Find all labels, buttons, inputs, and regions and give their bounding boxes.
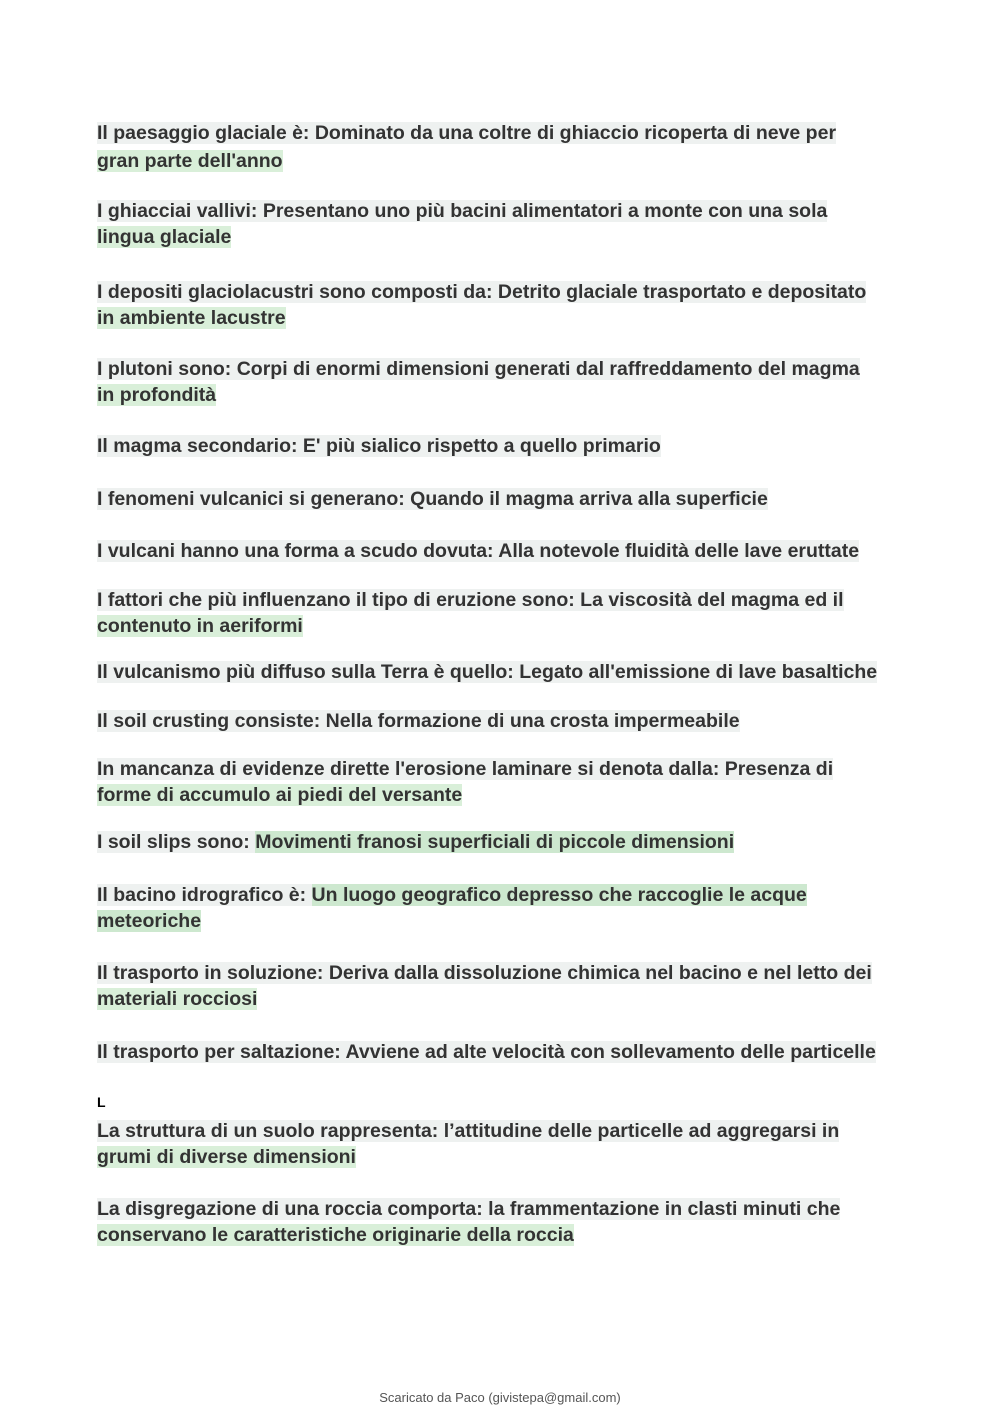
item-text: Il vulcanismo più diffuso sulla Terra è quello: Legato all'emissione di lave basaltiche [97,661,878,683]
item-answer-cont: meteoriche [97,910,202,932]
item-text: In mancanza di evidenze dirette l'erosione laminare si denota dalla: Presenza di [97,758,834,780]
item-text: La disgregazione di una roccia comporta: la frammentazione in clasti minuti che [97,1198,841,1220]
item-text: Il trasporto per saltazione: Avviene ad alte velocità con sollevamento delle particelle [97,1041,876,1063]
item-answer: forme di accumulo ai piedi del versante [97,784,463,806]
item-answer: lingua glaciale [97,226,232,248]
qa-item [97,960,917,1012]
page-footer: Scaricato da Paco (givistepa@gmail.com) [379,1390,621,1405]
item-text: Il trasporto in soluzione: Deriva dalla dissoluzione chimica nel bacino e nel letto dei [97,962,872,984]
qa-item [97,486,917,512]
item-question: I soil slips sono: [97,831,256,853]
item-answer: Un luogo geografico depresso che raccoglie le acque [311,884,807,906]
qa-item [97,356,917,408]
item-text: Il paesaggio glaciale è: Dominato da una coltre di ghiaccio ricoperta di neve per [97,122,837,144]
qa-item [97,1039,917,1065]
qa-item [97,659,917,685]
item-answer: materiali rocciosi [97,988,258,1010]
qa-item [97,587,917,639]
item-text: I vulcani hanno una forma a scudo dovuta: Alla notevole fluidità delle lave eruttate [97,540,860,562]
item-text: I plutoni sono: Corpi di enormi dimensioni generati dal raffreddamento del magma [97,358,860,380]
item-text: Il magma secondario: E' più sialico rispetto a quello primario [97,435,661,457]
qa-item [97,279,917,331]
item-text: Il soil crusting consiste: Nella formazione di una crosta impermeabile [97,710,740,732]
qa-item [97,708,917,734]
item-text: I depositi glaciolacustri sono composti da: Detrito glaciale trasportato e depositato [97,281,867,303]
item-answer: gran parte dell'anno [97,150,283,172]
qa-item [97,756,917,808]
section-letter: L [97,1094,106,1110]
qa-item [97,538,917,564]
qa-item [97,1118,917,1170]
item-answer: Movimenti franosi superficiali di piccole dimensioni [255,831,735,853]
item-text: I ghiacciai vallivi: Presentano uno più bacini alimentatori a monte con una sola [97,200,828,222]
item-answer: contenuto in aeriformi [97,615,303,637]
item-text: La struttura di un suolo rappresenta: l’attitudine delle particelle ad aggregarsi in [97,1120,840,1142]
item-text: I fenomeni vulcanici si generano: Quando il magma arriva alla superficie [97,488,768,510]
qa-item [97,829,917,855]
item-answer: conservano le caratteristiche originarie della roccia [97,1224,574,1246]
item-answer: grumi di diverse dimensioni [97,1146,356,1168]
qa-item [97,198,917,250]
qa-item [97,1196,917,1248]
item-question: Il bacino idrografico è: [97,884,312,906]
qa-item [97,433,917,459]
item-answer: in profondità [97,384,217,406]
item-text: I fattori che più influenzano il tipo di eruzione sono: La viscosità del magma ed il [97,589,844,611]
item-answer: in ambiente lacustre [97,307,286,329]
qa-item [97,882,917,934]
qa-item [97,120,917,174]
